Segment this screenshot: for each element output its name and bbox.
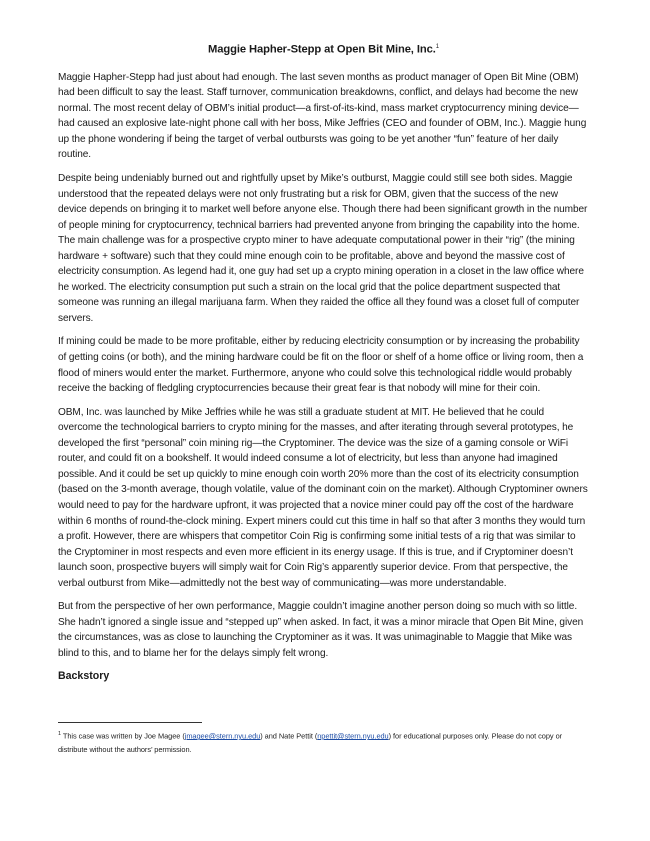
paragraph-1: Maggie Hapher-Stepp had just about had enough. The last seven months as product manager of Open Bit Mine (OBM) had been difficult to say the least. Staff turnover, communication breakdowns, conflict, and delays had become the new normal. The most recent delay of OBM’s initial product—a first-of-its-kind, mass market cryptocurrency mining device—had caused an explosive late-night phone call with her boss, Mike Jeffries (CEO and founder of OBM, Inc.). Maggie hung up the phone wondering if being the target of verbal outbursts was going to be yet another “fun” feature of her daily routine. — [58, 71, 587, 161]
footnote-marker: 1 — [58, 731, 62, 737]
paragraph-5: But from the perspective of her own performance, Maggie couldn’t imagine another person doing so much with so little. She hadn’t ignored a single issue and “stepped up” when asked. In fact, it was a minor miracle that Open Bit Mine, given the circumstances, was as close to launching the Cryptominer as it was. It was unimaginable to Maggie that Mike was blind to this, and to blame her for the delays simply felt wrong. — [58, 601, 584, 659]
footnote — [58, 727, 588, 757]
footnote-email-link-2[interactable]: npettit@stern.nyu.edu — [317, 731, 389, 741]
section-heading-backstory: Backstory — [58, 670, 110, 683]
paragraph-4: OBM, Inc. was launched by Mike Jeffries while he was still a graduate student at MIT. He believed that he could overcome the technological barriers to crypto mining for the masses, and after iterating through several prototypes, he developed the first “personal” coin mining rig—the Cryptominer. The device was the size of a gaming console or WiFi router, and could fit on a bookshelf. It would indeed consume a lot of electricity, but less than anyone had imagined possible. And it could be set up quickly to mine enough coin worth 20% more than the cost of its electricity consumption (based on the 3-month average, though volatile, value of the dominant coin on the market). Although Cryptominer owners would need to pay for the hardware upfront, it was projected that a novice miner could pay off the cost of the hardware within 6 months of round-the-clock mining. Expert miners could cut this time in half so that after 3 months they would turn a profit. However, there are whispers that competitor Coin Rig is confirming some initial tests of a rig that was similar to the Cryptominer in most respects and even more efficient in its energy usage. If this is true, and if Cryptominer doesn’t launch soon, prospective buyers will simply wait for Coin Rig’s apparently superior device. From that perspective, the verbal outburst from Mike—admittedly not the best way of communicating—was more understandable. — [58, 406, 588, 589]
footnote-divider — [58, 722, 202, 723]
footnote-text-middle: ) and Nate Pettit ( — [260, 731, 318, 741]
document-title — [58, 40, 589, 57]
paragraph-2: Despite being undeniably burned out and rightfully upset by Mike’s outburst, Maggie could still see both sides. Maggie understood that the repeated delays were not only frustrating but a risk for OBM, given that the success of the new device depends on bringing it to market well before anyone else. Though there had been significant growth in the number of people mining for cryptocurrency, technical barriers had prevented anyone from bringing the capability into the home. The main challenge was for a prospective crypto miner to have adequate computational power in their “rig” (the mining hardware + software) such that they could mine enough coin to be profitable, above and beyond the massive cost of electricity consumption. As legend had it, one guy had set up a crypto mining operation in a closet in the law office where he worked. The electricity consumption put such a strain on the local grid that the police department suspected that someone was running an illegal marijuana farm. When they raided the office all they found was a closet full of computer servers. — [58, 173, 588, 324]
title-footnote-marker[interactable]: 1 — [435, 44, 439, 50]
footnote-email-link-1[interactable]: jmagee@stern.nyu.edu — [184, 731, 261, 741]
footnote-text-before: This case was written by Joe Magee ( — [61, 731, 185, 741]
document-body — [58, 40, 589, 683]
footnote-text-after: ) for educational purposes only. Please do not copy or distribute without the authors’ permission. — [58, 731, 563, 755]
paragraph-3: If mining could be made to be more profitable, either by reducing electricity consumption or by increasing the probability of getting coins (or both), and the mining hardware could be fit on the floor or shelf of a home office or living room, then a flood of miners would enter the market. Furthermore, anyone who could solve this technological riddle would probably receive the backing of fledgling cryptocurrencies because their great fear is that nobody will mine for their coin. — [58, 336, 584, 395]
document-title-text: Maggie Hapher-Stepp at Open Bit Mine, Inc. — [208, 43, 436, 56]
